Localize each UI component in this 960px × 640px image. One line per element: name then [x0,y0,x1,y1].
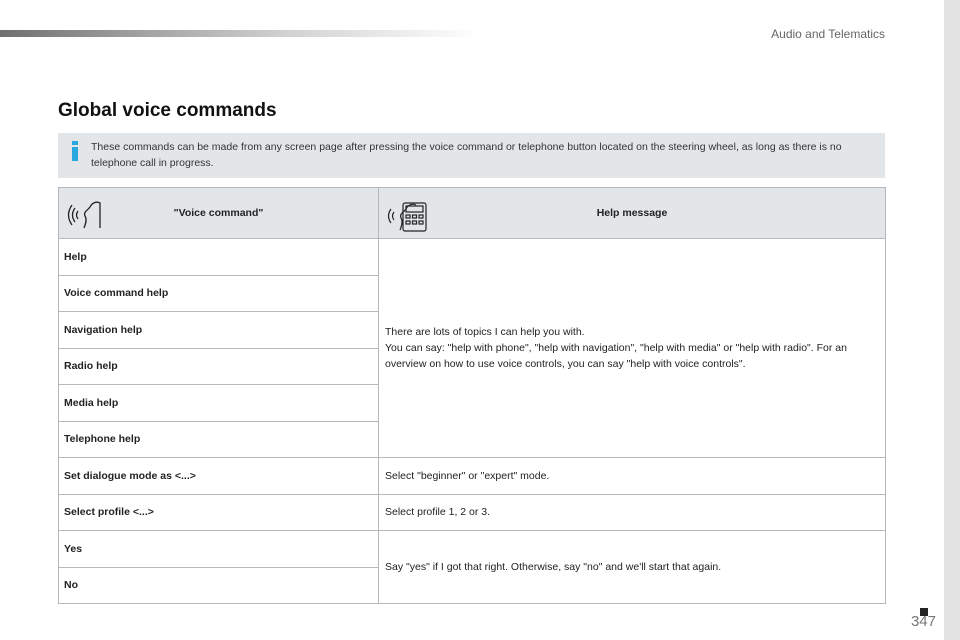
table-header-row [59,188,886,239]
message-cell [379,239,886,458]
message-cell: Say "yes" if I got that right. Otherwise, say "no" and we'll start that again. [379,531,886,604]
help-message-text: There are lots of topics I can help you with. You can say: "help with phone", "help with navigation", "help with media" or "help with radio". For an overview on how to use voice controls, you can say "help with voice controls". [385,326,847,370]
command-cell: Navigation help [59,312,379,349]
command-cell: Select profile <...> [59,494,379,531]
table-row [59,458,886,495]
info-icon [71,141,79,166]
command-cell: Voice command help [59,275,379,312]
command-cell: Radio help [59,348,379,385]
header-help-message [379,188,886,239]
telephone-voice-icon [386,197,430,236]
table-row [59,239,886,276]
info-text: These commands can be made from any screen page after pressing the voice command or telephone button located on the steering wheel, as long as there is no telephone call in progress. [91,141,842,169]
voice-commands-table [58,187,886,604]
right-margin-strip [944,0,960,640]
header-message-label: Help message [596,207,668,219]
header-command-label: "Voice command" [173,207,264,219]
header-voice-command [59,188,379,239]
command-cell: Help [59,239,379,276]
table-row [59,531,886,568]
command-cell: Yes [59,531,379,568]
command-cell: No [59,567,379,604]
command-cell: Media help [59,385,379,422]
page-title: Global voice commands [58,100,277,121]
voice-command-icon [66,197,102,234]
command-cell: Telephone help [59,421,379,458]
message-cell: Select profile 1, 2 or 3. [379,494,886,531]
header-gradient-bar [0,30,480,37]
info-box [58,133,885,178]
table-row [59,494,886,531]
page-number: 347 [910,613,936,630]
section-header: Audio and Telematics [771,27,885,41]
command-cell: Set dialogue mode as <...> [59,458,379,495]
message-cell: Select "beginner" or "expert" mode. [379,458,886,495]
